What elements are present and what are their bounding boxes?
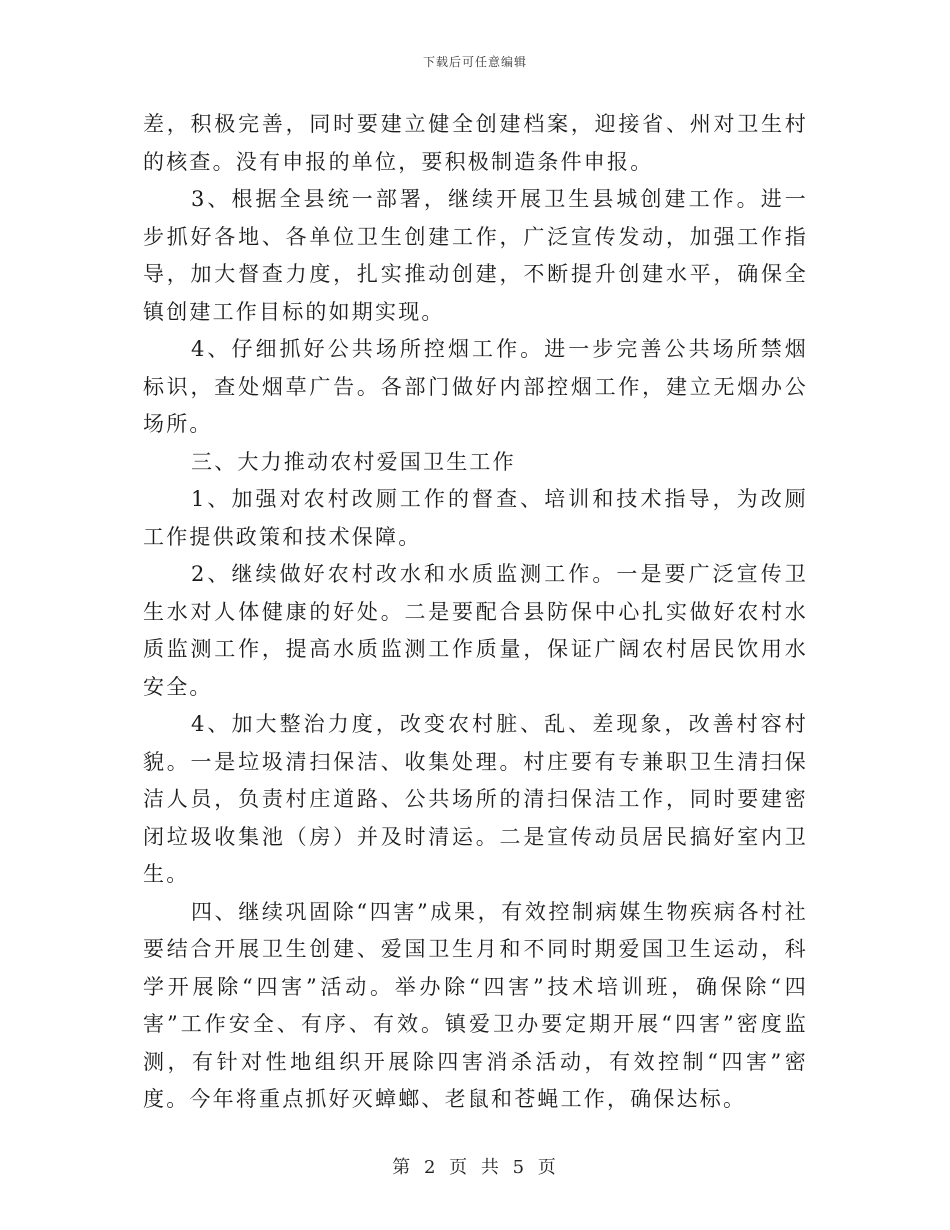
section-heading-rural-hygiene: 三、大力推动农村爱国卫生工作 bbox=[191, 449, 516, 474]
paragraph-item-4-village-cleanup: 4、加大整治力度，改变农村脏、乱、差现象，改善村容村貌。一是垃圾清扫保洁、收集处理。村庄要有专兼职卫生清扫保洁人员，负责村庄道路、公共场所的清扫保洁工作，同时要建密闭垃圾收集池（房）并及时清运。二是宣传动员居民搞好室内卫生。 bbox=[143, 712, 808, 886]
paragraph-item-1-toilet-reform: 1、加强对农村改厕工作的督查、培训和技术指导，为改厕工作提供政策和技术保障。 bbox=[143, 487, 808, 549]
paragraph-item-4-smoking-control: 4、仔细抓好公共场所控烟工作。进一步完善公共场所禁烟标识，查处烟草广告。各部门做好内部控烟工作，建立无烟办公场所。 bbox=[143, 337, 808, 436]
section-paragraph-four-pests: 四、继续巩固除“四害”成果，有效控制病媒生物疾病各村社要结合开展卫生创建、爱国卫生月和不同时期爱国卫生运动，科学开展除“四害”活动。举办除“四害”技术培训班，确保除“四害”工作安全、有序、有效。镇爱卫办要定期开展“四害”密度监测，有针对性地组织开展除四害消杀活动，有效控制“四害”密度。今年将重点抓好灭蟑螂、老鼠和苍蝇工作，确保达标。 bbox=[143, 899, 808, 1111]
paragraph-item-3-county-campaign: 3、根据全县统一部署，继续开展卫生县城创建工作。进一步抓好各地、各单位卫生创建工作，广泛宣传发动，加强工作指导，加大督查力度，扎实推动创建，不断提升创建水平，确保全镇创建工作目标的如期实现。 bbox=[143, 187, 808, 324]
page-header: 下载后可任意编辑 bbox=[422, 55, 527, 69]
paragraph-continuation: 差，积极完善，同时要建立健全创建档案，迎接省、州对卫生村的核查。没有申报的单位，要积极制造条件申报。 bbox=[143, 112, 808, 174]
document-body bbox=[143, 106, 808, 1119]
paragraph-item-2-water-quality: 2、继续做好农村改水和水质监测工作。一是要广泛宣传卫生水对人体健康的好处。二是要配合县防保中心扎实做好农村水质监测工作，提高水质监测工作质量，保证广阔农村居民饮用水安全。 bbox=[143, 562, 808, 699]
page-number-footer: 第 2 页 共 5 页 bbox=[392, 1157, 558, 1178]
